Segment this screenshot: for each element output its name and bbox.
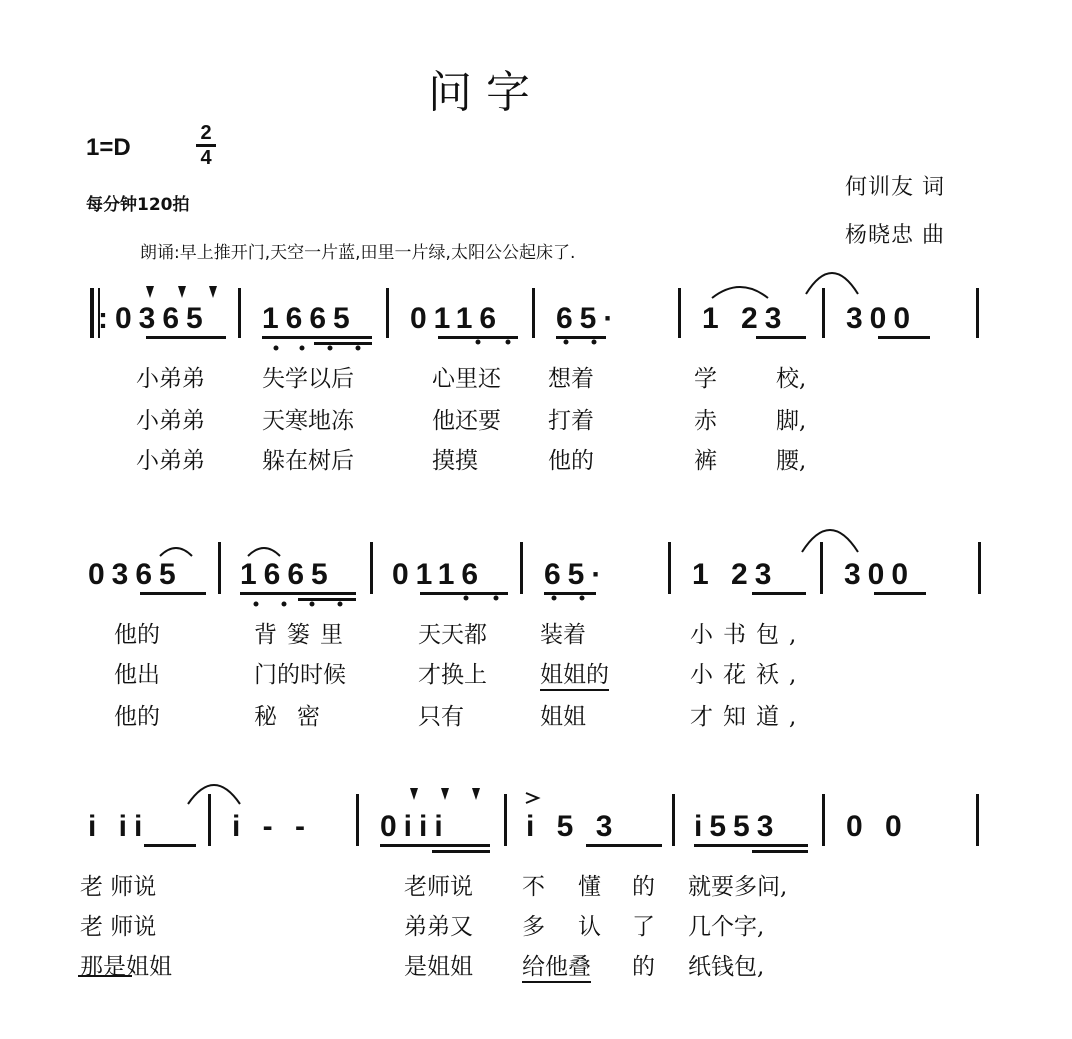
lyric-syllable: 几个字, (688, 914, 765, 940)
measure: 0365 (88, 558, 183, 591)
lower-octave-dot (274, 346, 279, 351)
lower-octave-dot (300, 346, 305, 351)
lyric-syllable: 他的 (548, 448, 594, 474)
lyric-syllable: 才换上 (418, 662, 487, 688)
lyric-syllable: 就要多问, (688, 874, 788, 900)
key-signature: 1=D (86, 134, 131, 161)
staccato (146, 286, 154, 298)
lower-octave-dot (464, 596, 469, 601)
lyric-syllable: 天天都 (418, 622, 487, 648)
tempo-marking: 每分钟120拍 (86, 195, 190, 215)
staccato (441, 788, 449, 800)
lyric-syllable: 脚, (776, 408, 807, 434)
lyric-syllable: 想着 (548, 366, 594, 392)
lyric-syllable: 弟弟又 (404, 914, 473, 940)
slur (160, 548, 192, 556)
lyric-syllable: 赤 (694, 408, 717, 434)
lyric-syllable: 学 (694, 366, 717, 392)
lyric-syllable: 老师说 (404, 874, 473, 900)
lyric-syllable: 打着 (548, 408, 594, 434)
measure: i ii (88, 810, 150, 843)
measure: 0 0 (846, 810, 909, 843)
lyric-syllable: 小弟弟 (136, 408, 205, 434)
lyric-syllable: 失学以后 (262, 366, 354, 392)
lyric-syllable: 那是姐姐 (80, 954, 172, 980)
lyric-syllable: 姐姐的 (540, 656, 609, 691)
slur (188, 785, 240, 804)
measure: i - - (232, 810, 312, 843)
measure: 1665 (240, 558, 335, 591)
lower-octave-dot (310, 602, 315, 607)
lyric-syllable: 心里还 (432, 366, 501, 392)
lyric-syllable: 腰, (776, 448, 807, 474)
lyric-syllable: 他的 (114, 622, 160, 648)
lower-octave-dot (552, 596, 557, 601)
lyric-syllable: 装着 (540, 622, 586, 648)
lower-octave-dot (580, 596, 585, 601)
lyric-syllable: 老 师说 (80, 914, 157, 940)
lower-octave-dot (592, 340, 597, 345)
lyric-syllable: 多 (522, 914, 545, 940)
lower-octave-dot (506, 340, 511, 345)
lower-octave-dot (476, 340, 481, 345)
lyric-syllable: 秘密 (254, 704, 340, 730)
lower-octave-dot (494, 596, 499, 601)
lyric-syllable: 姐姐 (540, 704, 586, 730)
lyric-syllable: 背篓里 (254, 622, 353, 648)
lyric-syllable: 裤 (694, 448, 717, 474)
lyric-syllable: 了 (632, 914, 655, 940)
song-title: 问 字 (428, 67, 530, 118)
lyric-syllable: 摸摸 (432, 448, 478, 474)
lyric-syllable: 他还要 (432, 408, 501, 434)
lyric-syllable: 他出 (114, 662, 160, 688)
lyric-syllable: 纸钱包, (688, 954, 765, 980)
lyric-syllable: 的 (632, 954, 655, 980)
lyric-syllable: 他的 (114, 704, 160, 730)
measure: 1665 (262, 302, 357, 335)
recitation-text: 朗诵:早上推开门,天空一片蓝,田里一片绿,太阳公公起床了. (140, 243, 576, 263)
staccato (178, 286, 186, 298)
measure: 1 23 (702, 302, 789, 335)
lyric-syllable: 的 (632, 874, 655, 900)
slur (248, 548, 280, 556)
measure: 0116 (410, 302, 504, 335)
lyric-syllable: 是姐姐 (404, 954, 473, 980)
lyric-syllable: 躲在树后 (262, 448, 354, 474)
measure: 65· (544, 558, 609, 591)
staccato (410, 788, 418, 800)
lyric-syllable: 老 师说 (80, 874, 157, 900)
lyric-syllable: 给他叠 (522, 948, 591, 983)
measure: 65· (556, 302, 621, 335)
measure: 300 (846, 302, 918, 335)
time-signature-top: 2 (200, 122, 212, 144)
lyric-syllable: 不 (522, 874, 545, 900)
measure: i553 (694, 810, 781, 843)
lower-octave-dot (282, 602, 287, 607)
measure: i 5 3 (526, 810, 620, 843)
lyric-syllable: 懂 (578, 874, 601, 900)
lyric-syllable: 校, (776, 366, 807, 392)
slur (802, 530, 858, 552)
lyric-syllable: 天寒地冻 (262, 408, 354, 434)
lyric-syllable: 只有 (418, 704, 464, 730)
lyric-syllable: 认 (578, 914, 601, 940)
time-signature-bottom: 4 (200, 147, 212, 169)
measure: 0iii (380, 810, 450, 843)
lower-octave-dot (356, 346, 361, 351)
staccato (209, 286, 217, 298)
lower-octave-dot (338, 602, 343, 607)
lyric-syllable: 小花袄, (690, 662, 807, 688)
lyric-syllable: 小弟弟 (136, 366, 205, 392)
measure: 0116 (392, 558, 486, 591)
slur (712, 287, 768, 298)
composer-credit: 杨晓忠 曲 (845, 223, 945, 248)
staccato (472, 788, 480, 800)
lyric-syllable: 门的时候 (254, 662, 346, 688)
accent (526, 793, 538, 803)
measure: 300 (844, 558, 916, 591)
lower-octave-dot (254, 602, 259, 607)
measure: 1 23 (692, 558, 779, 591)
lyric-syllable: 小书包, (690, 622, 807, 648)
lyric-syllable: 才知道, (690, 704, 807, 730)
slur (806, 273, 858, 294)
lyric-syllable: 小弟弟 (136, 448, 205, 474)
measure: :0365 (98, 302, 210, 335)
lyricist-credit: 何训友 词 (845, 175, 945, 200)
lower-octave-dot (564, 340, 569, 345)
lower-octave-dot (328, 346, 333, 351)
